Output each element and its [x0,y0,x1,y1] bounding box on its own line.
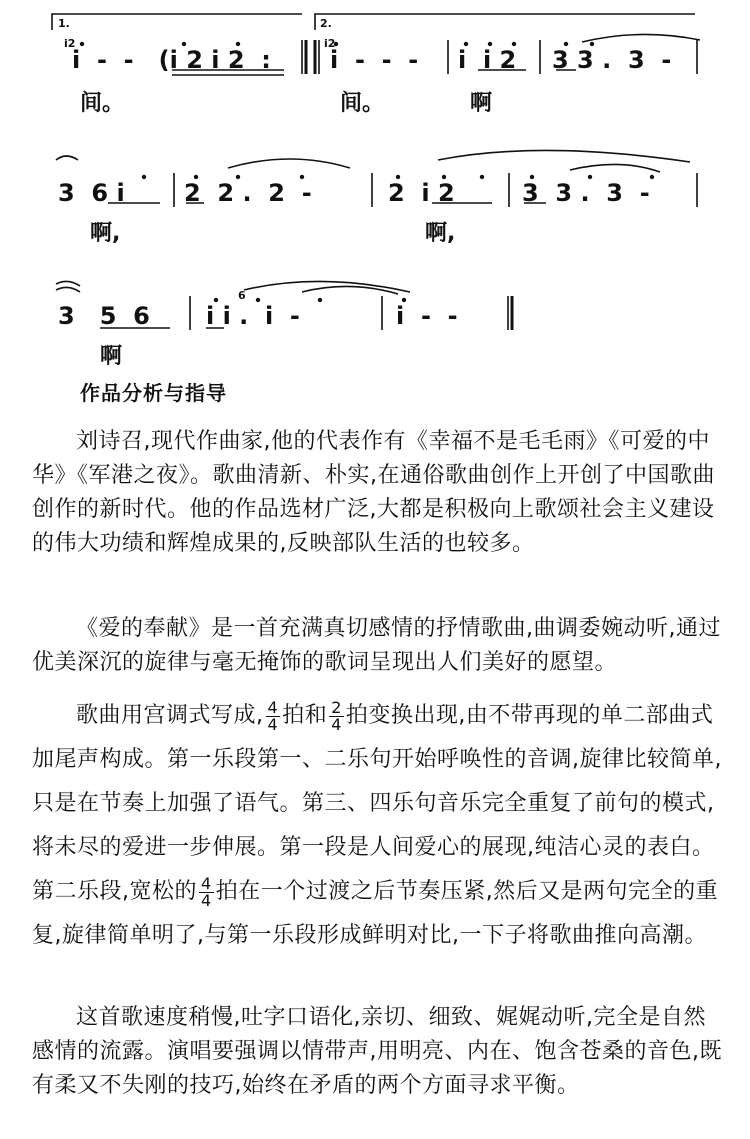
paragraph-performance: 这首歌速度稍慢,吐字口语化,亲切、细致、娓娓动听,完全是自然感情的流露。演唱要强调以情带声,用明亮、内在、饱含苍桑的音色,既有柔又不失刚的技巧,始终在矛盾的两个方面寻求平衡。 [32,1005,722,1098]
fraction-numerator: 2 [331,697,342,717]
fraction-denominator: 4 [331,714,342,734]
fraction-denominator: 4 [267,714,279,734]
paragraph-song-intro: 《爱的奉献》是一首充满真切感情的抒情歌曲,曲调委婉动听,通过优美深沉的旋律与毫无掩饰的歌词呈现出人们美好的愿望。 [32,616,721,675]
fraction-four-four [199,873,214,910]
lyric: 间。 [340,91,385,116]
volta-2-label: 2. [320,17,332,30]
lyric: 啊, [425,221,456,246]
music-score [0,0,750,380]
volta-1-label: 1. [58,17,70,30]
text-run: 拍变换出现,由不带再现的单二部曲式加尾声构成。第一乐段第一、二乐句开始呼唤性的音调,旋律比较简单,只是在节奏上加强了语气。第三、四乐句音乐完全重复了前句的模式,将未尽的爱进一步伸展。第一段是人间爱心的展现,纯洁心灵的表白。第二乐段,宽松的 [32,703,722,904]
note-group: i - - [396,302,458,330]
section-heading: 作品分析与指导 [80,381,227,405]
note-group: i - - (i 2 i 2 : [72,46,271,74]
text-run: 拍和 [282,703,328,728]
note-group: 2 i 2 [388,179,455,207]
paragraph-composer: 刘诗召,现代作曲家,他的代表作有《幸福不是毛毛雨》《可爱的中华》《军港之夜》。歌曲清新、朴实,在通俗歌曲创作上开创了中国歌曲创作的新时代。他的作品选材广泛,大都是积极向上歌颂社会主义建设的伟大功绩和辉煌成果的,反映部队生活的也较多。 [32,429,715,556]
fraction-numerator: 4 [201,873,212,893]
lyric: 啊 [100,344,123,369]
lyric: 啊 [470,91,493,116]
grace-note: i2 [64,37,76,50]
note-group: 2 2 . 2 - [184,179,312,207]
text-run: 拍在一个过渡之后节奏压紧,然后又是两句完全的重复,旋律简单明了,与第一乐段形成鲜明对比,一下子将歌曲推向高潮。 [32,879,719,948]
lyric: 间。 [80,91,125,116]
grace-note: 6 [238,289,246,302]
note-group: 3 3 . 3 - [522,179,650,207]
note-group: i i 2 [458,46,517,74]
note-group: i - - - [330,46,419,74]
note-group: 3 5 6 [58,302,150,330]
lyric: 啊, [90,221,121,246]
fraction-denominator: 4 [201,890,212,910]
fraction-two-four [329,697,344,734]
note-group: 3 3 . 3 - [552,46,672,74]
fraction-numerator: 4 [267,697,279,717]
grace-note: i2 [324,37,336,50]
text-run: 歌曲用宫调式写成, [76,703,264,728]
paragraph-structure [32,694,722,958]
fraction-four-four [266,697,281,734]
note-group: 3 6 i [58,179,125,207]
note-group: i i . i - [206,302,300,330]
